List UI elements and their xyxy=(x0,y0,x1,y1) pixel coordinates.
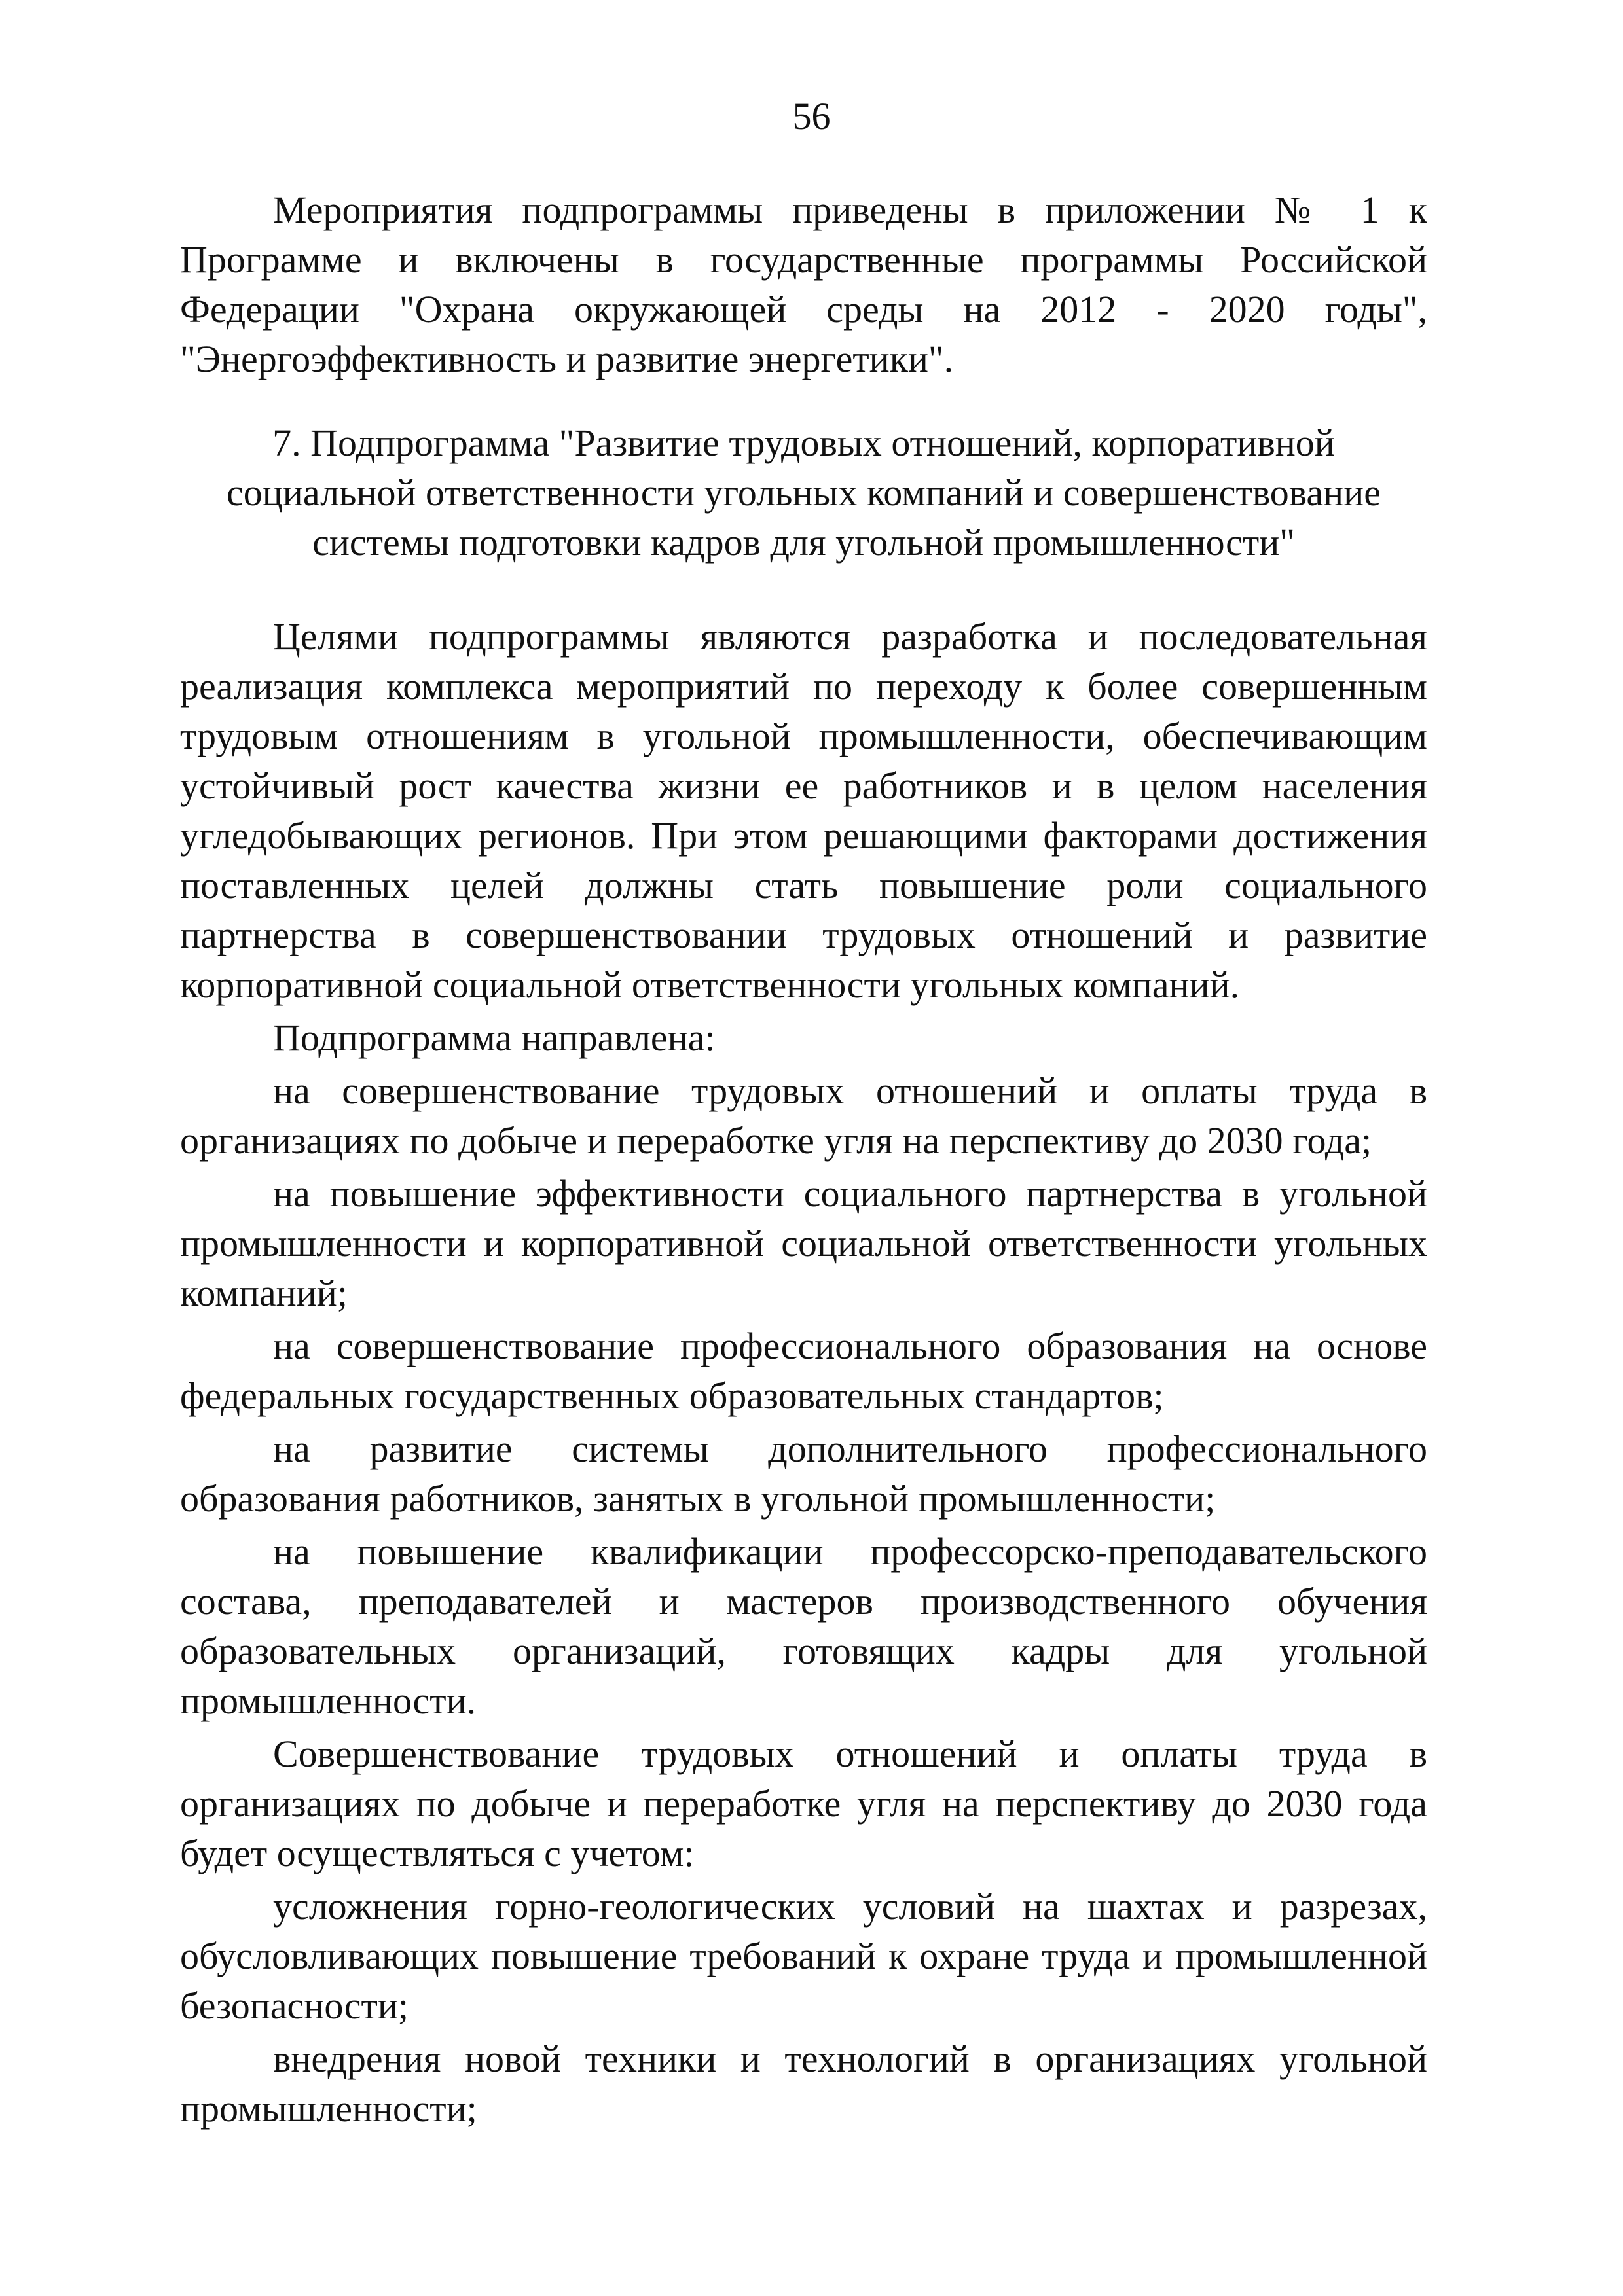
direction-item: на развитие системы дополнительного профессионального образования работников, занятых в угольной промышленности; xyxy=(180,1427,1427,1520)
direction-item: на повышение эффективности социального партнерства в угольной промышленности и корпоративной социальной ответственности угольных компаний; xyxy=(180,1172,1427,1314)
direction-item: на повышение квалификации профессорско-преподавательского состава, преподавателей и мастеров производственного обучения образовательных организаций, готовящих кадры для угольной промышленности. xyxy=(180,1530,1427,1722)
direction-item: на совершенствование профессионального образования на основе федеральных государственных образовательных стандартов; xyxy=(180,1325,1427,1417)
improvement-intro: Совершенствование трудовых отношений и оплаты труда в организациях по добыче и переработке угля на перспективу до 2030 года будет осуществляться с учетом: xyxy=(180,1732,1427,1874)
direction-item: на совершенствование трудовых отношений и оплаты труда в организациях по добыче и переработке угля на перспективу до 2030 года; xyxy=(180,1069,1427,1162)
goals-paragraph: Целями подпрограммы являются разработка и последовательная реализация комплекса мероприятий по переходу к более совершенным трудовым отношениям в угольной промышленности, обеспечивающим устойчивый рост качества жизни ее работников и в целом населения угледобывающих регионов. При этом решающими факторами достижения поставленных целей должны стать повышение роли социального партнерства в совершенствовании трудовых отношений и развитие корпоративной социальной ответственности угольных компаний. xyxy=(180,615,1427,1006)
intro-paragraph: Мероприятия подпрограммы приведены в приложении № 1 к Программе и включены в государственные программы Российской Федерации "Охрана окружающей среды на 2012 - 2020 годы", "Энергоэффективность и развитие энергетики". xyxy=(180,188,1427,380)
consideration-item: внедрения новой техники и технологий в организациях угольной промышленности; xyxy=(180,2037,1427,2130)
directions-intro: Подпрограмма направлена: xyxy=(273,1016,716,1059)
consideration-item: усложнения горно-геологических условий на шахтах и разрезах, обусловливающих повышение требований к охране труда и промышленной безопасности; xyxy=(180,1885,1427,2027)
section-heading: 7. Подпрограмма "Развитие трудовых отношений, корпоративной социальной ответственности угольных компаний и совершенствование системы подготовки кадров для угольной промышленности" xyxy=(227,422,1381,564)
page-body xyxy=(180,185,1427,2134)
page-number: 56 xyxy=(792,95,831,137)
